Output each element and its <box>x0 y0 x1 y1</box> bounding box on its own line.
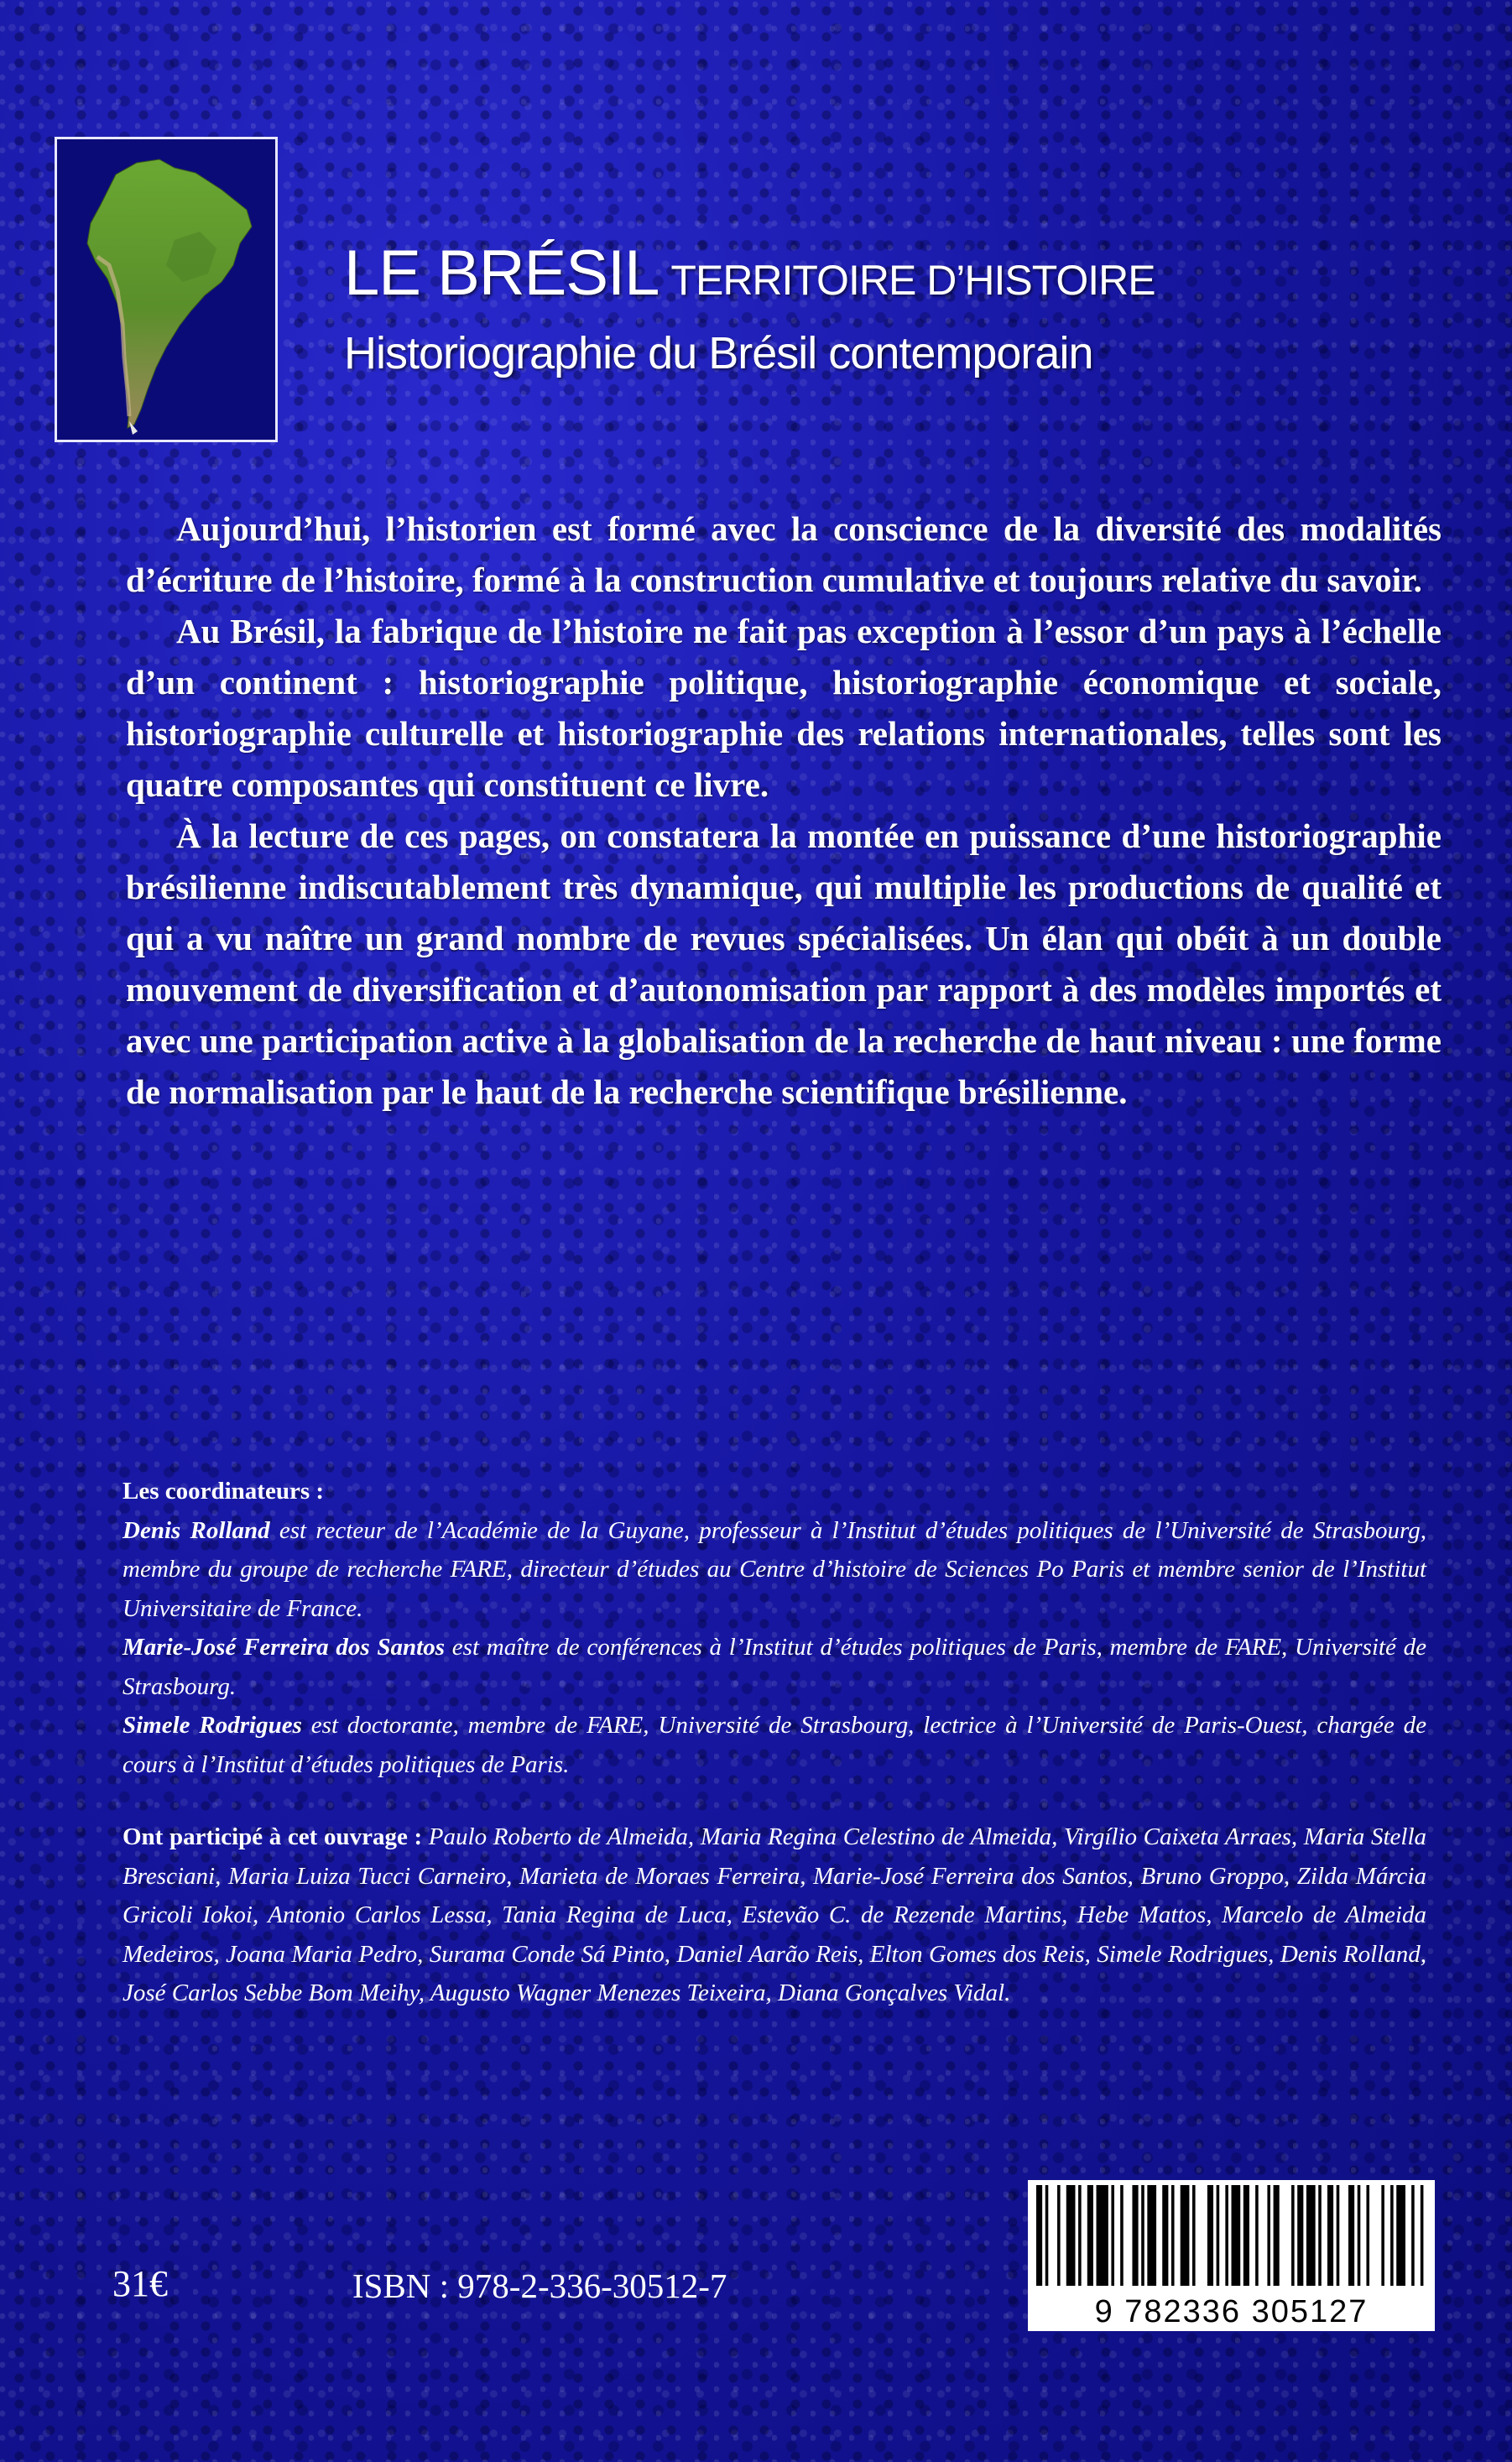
barcode-bar <box>1327 2185 1333 2286</box>
contributors-list: Paulo Roberto de Almeida, Maria Regina Celestino de Almeida, Virgílio Caixeta Arraes, Maria Stella Bresciani, Maria Luiza Tucci Carneiro, Marieta de Moraes Ferreira, Marie-José Ferreira dos Santos, Bruno Groppo, Zilda Márcia Gricoli Iokoi, Antonio Carlos Lessa, Tania Regina de Luca, Estevão C. de Rezende Martins, Hebe Mattos, Marcelo de Almeida Medeiros, Joana Maria Pedro, Surama Conde Sá Pinto, Daniel Aarão Reis, Elton Gomes dos Reis, Simele Rodrigues, Denis Rolland, José Carlos Sebbe Bom Meihy, Augusto Wagner Menezes Teixeira, Diana Gonçalves Vidal. <box>123 1823 1426 2006</box>
barcode-bar <box>1267 2185 1270 2286</box>
south-america-map <box>55 137 278 442</box>
coordinator-bio: est recteur de l’Académie de la Guyane, professeur à l’Institut d’études politiques de l’Université de Strasbourg, membre du groupe de recherche FARE, directeur d’études au Centre d’histoire de Sciences Po Paris et membre senior de l’Institut Universitaire de France. <box>123 1516 1426 1622</box>
barcode-bar <box>1396 2185 1405 2286</box>
blurb-paragraph: Au Brésil, la fabrique de l’histoire ne fait pas exception à l’essor d’un pays à l’échelle d’un continent : historiographie politique, historiographie économique et sociale, historiographie culturelle et historiographie des relations internationales, telles sont les quatre composantes qui constituent ce livre. <box>126 612 1442 804</box>
barcode-bar <box>1217 2185 1220 2286</box>
coordinator-name: Denis Rolland <box>123 1516 270 1544</box>
barcode-bar <box>1291 2185 1295 2286</box>
isbn: ISBN : 978-2-336-30512-7 <box>352 2266 727 2305</box>
cover-title <box>344 237 1292 379</box>
barcode-bar <box>1120 2185 1124 2286</box>
barcode-bar <box>1348 2185 1354 2286</box>
barcode-bar <box>1306 2185 1316 2286</box>
blurb-paragraph: À la lecture de ces pages, on constatera la montée en puissance d’une historiographie brésilienne indiscutablement très dynamique, qui multiplie les productions de qualité et qui a vu naître un grand nombre de revues spécialisées. Un élan qui obéit à un double mouvement de diversification et d’autonomisation par rapport à des modèles importés et avec une participation active à la globalisation de la recherche de haut niveau : une forme de normalisation par le haut de la recherche scientifique brésilienne. <box>126 816 1442 1111</box>
barcode-bar <box>1171 2185 1175 2286</box>
barcode-bar <box>1318 2185 1322 2286</box>
barcode-bar <box>1045 2185 1049 2286</box>
barcode-bar <box>1366 2185 1369 2286</box>
south-america-map-icon <box>57 139 275 440</box>
blurb-paragraph: Aujourd’hui, l’historien est formé avec la conscience de la diversité des modalités d’écriture de l’histoire, formé à la construction cumulative et toujours relative du savoir. <box>126 509 1442 599</box>
back-cover-blurb <box>126 503 1442 1118</box>
barcode-bar <box>1421 2185 1424 2286</box>
barcode-bar <box>1255 2185 1259 2286</box>
barcode-bar <box>1057 2185 1061 2286</box>
price: 31€ <box>112 2263 168 2304</box>
barcode-bar <box>1087 2185 1093 2286</box>
barcode-bar <box>1225 2185 1228 2286</box>
barcode-bar <box>1141 2185 1144 2286</box>
barcode-bar <box>1097 2185 1108 2286</box>
barcode-bar <box>1162 2185 1168 2286</box>
coordinator-name: Simele Rodrigues <box>123 1712 302 1739</box>
book-title-rest: TERRITOIRE D’HISTOIRE <box>670 257 1155 304</box>
barcode-bar <box>1181 2185 1190 2286</box>
contributors-label: Ont participé à cet ouvrage : <box>123 1823 423 1850</box>
barcode-icon <box>1036 2185 1426 2286</box>
barcode-bar <box>1207 2185 1213 2286</box>
coordinator-bio: est maître de conférences à l’Institut d’études politiques de Paris, membre de FARE, Université de Strasbourg. <box>123 1634 1426 1700</box>
barcode-bar <box>1111 2185 1114 2286</box>
barcode-bar <box>1132 2185 1138 2286</box>
barcode <box>1028 2180 1435 2331</box>
barcode-bar <box>1381 2185 1384 2286</box>
coordinators-label: Les coordinateurs : <box>123 1478 325 1505</box>
coordinators-section <box>123 1472 1426 1784</box>
book-subtitle: Historiographie du Brésil contemporain <box>344 328 1093 378</box>
barcode-digits: 9 782336 305127 <box>1094 2294 1369 2329</box>
barcode-bar <box>1390 2185 1394 2286</box>
barcode-bar <box>1243 2185 1249 2286</box>
barcode-bar <box>1066 2185 1076 2286</box>
barcode-bar <box>1036 2185 1042 2286</box>
barcode-bar <box>1192 2185 1196 2286</box>
barcode-bar <box>1297 2185 1303 2286</box>
coordinator-name: Marie-José Ferreira dos Santos <box>123 1634 446 1661</box>
barcode-bar <box>1232 2185 1241 2286</box>
barcode-bar <box>1274 2185 1280 2286</box>
barcode-bar <box>1358 2185 1361 2286</box>
coordinator-bio: est doctorante, membre de FARE, Université de Strasbourg, lectrice à l’Université de Paris-Ouest, chargée de cours à l’Institut d’études politiques de Paris. <box>123 1712 1426 1778</box>
book-title: LE BRÉSIL <box>344 237 660 309</box>
contributors-section <box>123 1818 1426 2013</box>
barcode-bar <box>1147 2185 1156 2286</box>
barcode-bar <box>1337 2185 1340 2286</box>
barcode-bar <box>1411 2185 1415 2286</box>
barcode-bar <box>1078 2185 1082 2286</box>
